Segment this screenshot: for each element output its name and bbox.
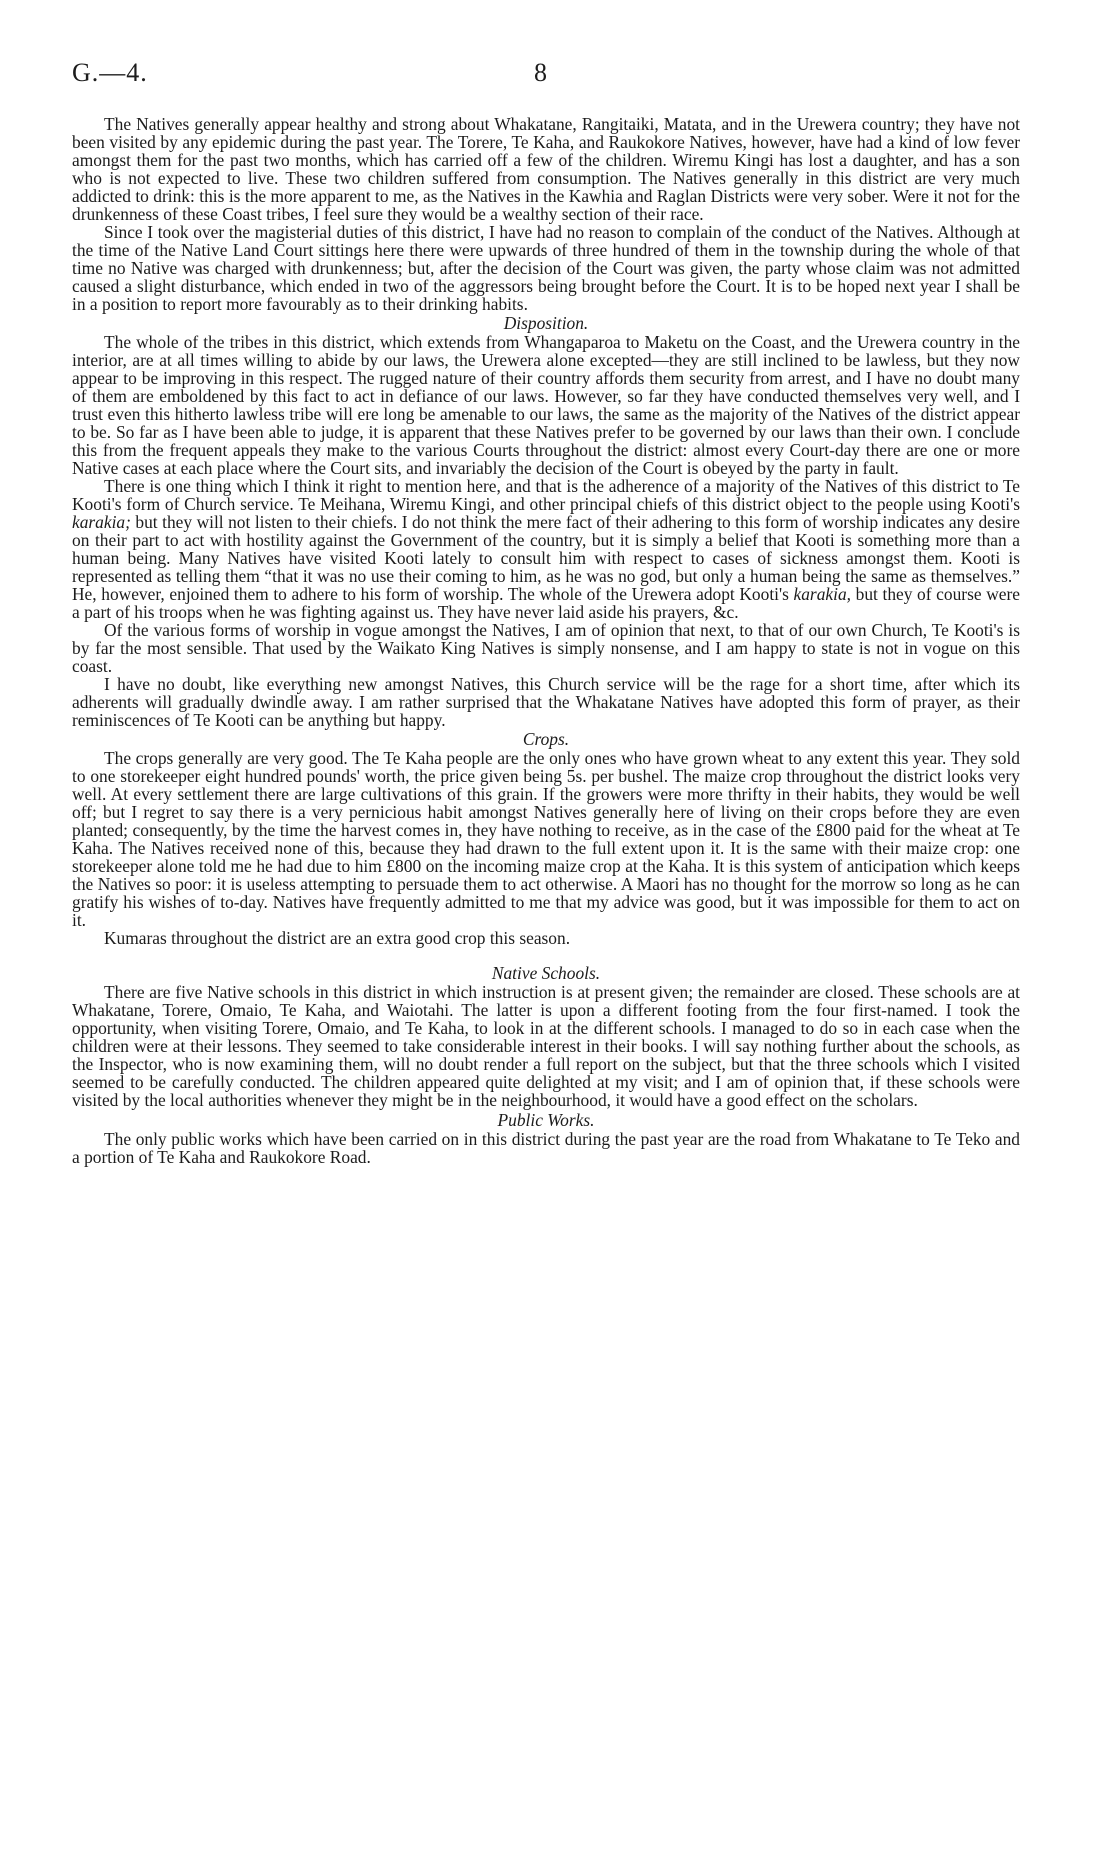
document-page — [72, 58, 1020, 1167]
report-body — [72, 116, 1020, 1167]
health-paragraph-2: Since I took over the magisterial duties of this district, I have had no reason to complain of the conduct of the Natives. Although at the time of the Native Land Court sittings here there were upwards of three hundred of them in the township during the whole of that time no Native was charged with drunkenness; but, after the decision of the Court was given, the party whose claim was not admitted caused a slight disturbance, which ended in two of the aggressors being brought before the Court. It is to be hoped next year I shall be in a position to report more favourably as to their drinking habits. — [72, 221, 1020, 314]
crops-paragraph-1: The crops generally are very good. The Te Kaha people are the only ones who have grown wheat to any extent this year. They sold to one storekeeper eight hundred pounds' worth, the price given being 5s. per bushel. The maize crop throughout the district looks very well. At every settlement there are large cultivations of this grain. If the growers were more thrifty in their habits, they would be well off; but I regret to say there is a very pernicious habit amongst Natives generally here of living on their crops before they are even planted; consequently, by the time the harvest comes in, they have nothing to receive, as in the case of the £800 paid for the wheat at Te Kaha. The Natives received none of this, because they had drawn to the full extent upon it. It is the same with their maize crop: one storekeeper alone told me he had due to him £800 on the incoming maize crop at the Kaha. It is this system of anticipation which keeps the Natives so poor: it is useless attempting to persuade them to act otherwise. A Maori has no thought for the morrow so long as he can gratify his wishes of to-day. Natives have frequently admitted to me that my advice was good, but it was impossible for them to act on it. — [72, 748, 1020, 931]
karakia-term: karakia; — [72, 512, 131, 533]
karakia-term: karakia, — [793, 583, 851, 604]
disposition-paragraph-4: I have no doubt, like everything new amongst Natives, this Church service will be the rage for a short time, after which its adherents will gradually dwindle away. I am rather surprised that the Whakatane Natives have adopted this form of prayer, as their reminiscences of Te Kooti can be anything but happy. — [72, 673, 1020, 730]
disposition-paragraph-2-part-c: but they of course were a part of his troops when he was fighting against us. They have never laid aside his prayers, &c. — [72, 583, 1020, 622]
disposition-heading: Disposition. — [503, 313, 589, 334]
native-schools-heading: Native Schools. — [491, 962, 601, 983]
crops-heading: Crops. — [522, 729, 570, 750]
page-header — [72, 58, 1020, 96]
disposition-paragraph-3: Of the various forms of worship in vogue amongst the Natives, I am of opinion that next, to that of our own Church, Te Kooti's is by far the most sensible. That used by the Waikato King Natives is simply nonsense, and I am happy to state is not in vogue on this coast. — [72, 619, 1020, 676]
public-works-heading: Public Works. — [497, 1109, 595, 1130]
disposition-paragraph-2 — [72, 478, 1020, 622]
disposition-paragraph-2-part-a: There is one thing which I think it right to mention here, and that is the adherence of a majority of the Natives of this district to Te Kooti's form of Church service. Te Meihana, Wiremu Kingi, and other principal chiefs of this district object to the people using Kooti's — [72, 476, 1020, 515]
native-schools-paragraph-1: There are five Native schools in this district in which instruction is at present given; the remainder are closed. These schools are at Whakatane, Torere, Omaio, Te Kaha, and Waiotahi. The latter is upon a different footing from the four first-named. I took the opportunity, when visiting Torere, Omaio, and Te Kaha, to look in at the different schools. I managed to do so in each case when the children were at their lessons. They seemed to take considerable interest in their books. I will say nothing further about the schools, as the Inspector, who is now examining them, will no doubt render a full report on the subject, but that the three schools which I visited seemed to be carefully conducted. The children appeared quite delighted at my visit; and I am of opinion that, if these schools were visited by the local authorities whenever they might be in the neighbourhood, it would have a good effect on the scholars. — [72, 981, 1020, 1110]
page-number: 8 — [534, 58, 547, 87]
disposition-paragraph-2-part-b: but they will not listen to their chiefs. I do not think the mere fact of their adhering to this form of worship indicates any desire on their part to act with hostility against the Government of the country, but it is simply a belief that Kooti is something more than a human being. Many Natives have visited Kooti lately to consult him with respect to cases of sickness amongst them. Kooti is represented as telling them “that it was no use their coming to him, as he was no god, but only a human being the same as themselves.” He, however, enjoined them to adhere to his form of worship. The whole of the Urewera adopt Kooti's — [72, 512, 1020, 604]
document-reference: G.—4. — [72, 58, 148, 87]
public-works-paragraph-1: The only public works which have been carried on in this district during the past year are the road from Whakatane to Te Teko and a portion of Te Kaha and Raukokore Road. — [72, 1128, 1020, 1167]
health-paragraph-1: The Natives generally appear healthy and strong about Whakatane, Rangitaiki, Matata, and in the Urewera country; they have not been visited by any epidemic during the past year. The Torere, Te Kaha, and Raukokore Natives, however, have had a kind of low fever amongst them for the past two months, which has carried off a few of the children. Wiremu Kingi has lost a daughter, and has a son who is not expected to live. These two children suffered from consumption. The Natives generally in this district are very much addicted to drink: this is the more apparent to me, as the Natives in the Kawhia and Raglan Districts were very sober. Were it not for the drunkenness of these Coast tribes, I feel sure they would be a wealthy section of their race. — [72, 114, 1020, 224]
crops-paragraph-2: Kumaras throughout the district are an extra good crop this season. — [104, 927, 571, 948]
disposition-paragraph-1: The whole of the tribes in this district, which extends from Whangaparoa to Maketu on the Coast, and the Urewera country in the interior, are at all times willing to abide by our laws, the Urewera alone excepted—they are still inclined to be lawless, but they now appear to be improving in this respect. The rugged nature of their country affords them security from arrest, and I have no doubt many of them are emboldened by this fact to act in defiance of our laws. However, so far they have conducted themselves very well, and I trust even this hitherto lawless tribe will ere long be amenable to our laws, the same as the majority of the Natives of the district appear to be. So far as I have been able to judge, it is apparent that these Natives prefer to be governed by our laws than their own. I conclude this from the frequent appeals they make to the various Courts throughout the district: almost every Court-day there are one or more Native cases at each place where the Court sits, and invariably the decision of the Court is obeyed by the party in fault. — [72, 332, 1020, 479]
